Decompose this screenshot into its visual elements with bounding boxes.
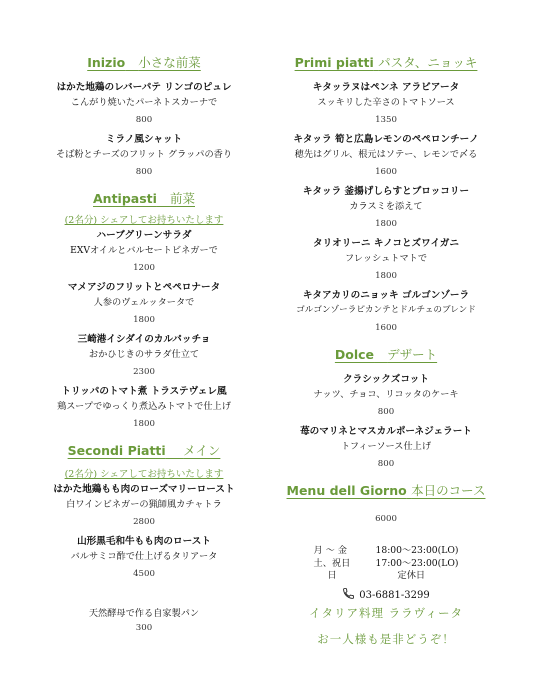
restaurant-name: イタリア料理 ララヴィータ [309, 605, 463, 620]
menu-item-price: 2800 [133, 517, 155, 527]
menu-item-name: 三崎港イシダイのカルパッチョ [77, 334, 211, 345]
menu-item-desc: 人参のヴェルッタータで [93, 297, 195, 308]
menu-item-name: トリッパのトマト煮 トラステヴェレ風 [61, 386, 227, 397]
menu-item-desc: ナッツ、チョコ、リコッタのケーキ [313, 389, 459, 400]
menu-item-desc: こんがり焼いたパーネトスカーナで [70, 97, 218, 108]
share-note: (2名分) シェアしてお持ちいたします [64, 469, 224, 480]
section-heading-antipasti: Antipasti 前菜 [93, 191, 195, 206]
menu-item-desc: スッキリした辛さのトマトソース [317, 97, 455, 108]
menu-item-price: 1600 [375, 167, 397, 177]
menu-item-price: 800 [377, 459, 395, 469]
menu-item-price: 1350 [375, 115, 397, 125]
phone-number[interactable]: 03-6881-3299 [262, 587, 510, 601]
menu-item-desc: そば粉とチーズのフリット グラッパの香り [55, 149, 233, 160]
menu-item-name: クラシックズコット [343, 374, 429, 385]
menu-item-name: マメアジのフリットとペペロナータ [67, 282, 221, 293]
menu-item-desc: カラスミを添えて [349, 201, 423, 212]
welcome-message: お一人様も是非どうぞ！ [317, 631, 455, 646]
menu-item-price: 1800 [375, 271, 397, 281]
section-heading-secondi: Secondi Piatti メイン [67, 443, 221, 458]
menu-item-price: 800 [135, 115, 153, 125]
section-heading-primi: Primi piatti パスタ、ニョッキ [294, 55, 478, 70]
menu-item-price: 1800 [133, 315, 155, 325]
phone-icon [342, 587, 355, 600]
share-note: (2名分) シェアしてお持ちいたします [64, 215, 224, 226]
menu-item-price: 800 [135, 167, 153, 177]
menu-item-price: 1800 [133, 419, 155, 429]
hours-row: 土、祝日 17:00～23:00(LO) [313, 557, 459, 569]
menu-item-desc: フレッシュトマトで [344, 253, 428, 264]
menu-item-desc: 白ワインビネガーの猟師風カチャトラ [66, 499, 222, 510]
menu-item-price: 800 [377, 407, 395, 417]
menu-item-name: はかた地鶏もも肉のローズマリーロースト [53, 484, 235, 495]
menu-item-name: ハーブグリーンサラダ [96, 230, 192, 241]
menu-item-price: 2300 [133, 367, 155, 377]
menu-item-name: キタアカリのニョッキ ゴルゴンゾーラ [302, 290, 470, 301]
hours-row: 月 ～ 金 18:00～23:00(LO) [313, 545, 459, 556]
menu-item-name: タリオリーニ キノコとズワイガニ [313, 238, 459, 249]
menu-item-desc: おかひじきのサラダ仕立て [88, 349, 200, 360]
section-heading-inizio: Inizio 小さな前菜 [87, 55, 201, 70]
menu-item-name: キタッラ 筍と広島レモンのペペロンチーノ [293, 134, 479, 145]
menu-item-name: 山形黒毛和牛もも肉のロースト [77, 536, 211, 547]
business-hours [314, 545, 459, 583]
menu-item-desc: 鶏スープでゆっくり煮込みトマトで仕上げ [57, 401, 231, 412]
bread-item-price: 300 [135, 623, 153, 633]
menu-item-name: キタッラヌはペンネ アラビアータ [312, 82, 460, 93]
menu-item-price: 1600 [375, 323, 397, 333]
menu-item-name: ミラノ風シャット [105, 134, 183, 145]
right-column [262, 54, 510, 647]
left-column [20, 54, 268, 640]
section-heading-course: Menu dell Giorno 本日のコース [286, 483, 486, 498]
course-price: 6000 [375, 514, 397, 524]
section-heading-dolce: Dolce デザート [334, 347, 438, 362]
menu-item-price: 1200 [133, 263, 155, 273]
bread-item-name: 天然酵母で作る自家製パン [88, 608, 200, 619]
menu-item-name: 苺のマリネとマスカルポーネジェラート [300, 426, 472, 437]
menu-item-name: キタッラ 釜揚げしらすとブロッコリー [302, 186, 470, 197]
menu-item-desc: バルサミコ酢で仕上げるタリアータ [70, 551, 218, 562]
menu-item-desc: ゴルゴンゾーラピカンテとドルチェのブレンド [296, 305, 476, 315]
menu-item-price: 1800 [375, 219, 397, 229]
hours-row: 日 定休日 [327, 570, 426, 581]
menu-item-desc: EXVオイルとバルセートビネガーで [70, 245, 218, 256]
menu-item-price: 4500 [133, 569, 155, 579]
menu-item-desc: 穂先はグリル、根元はソテー、レモンで〆る [294, 149, 478, 160]
menu-item-name: はかた地鶏のレバーパテ リンゴのピュレ [56, 82, 232, 93]
menu-item-desc: トフィーソース仕上げ [340, 441, 432, 452]
